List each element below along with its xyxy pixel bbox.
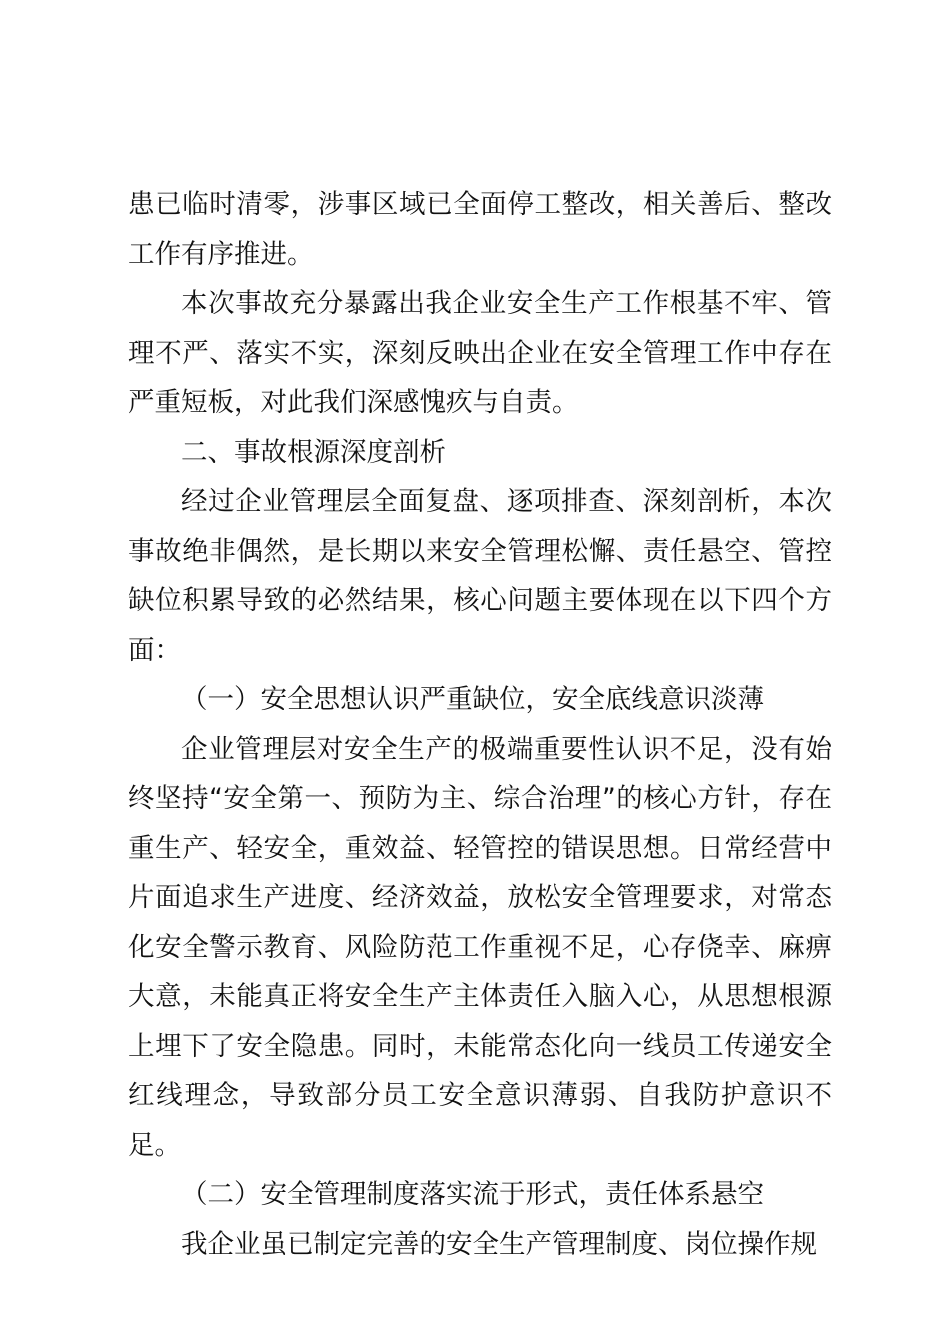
paragraph-safety-awareness: 企业管理层对安全生产的极端重要性认识不足，没有始终坚持“安全第一、预防为主、综合治理”的核心方针，存在重生产、轻安全，重效益、轻管控的错误思想。日常经营中片面追求生产进度、经济效益，放松安全管理要求，对常态化安全警示教育、风险防范工作重视不足，心存侥幸、麻痹大意，未能真正将安全生产主体责任入脑入心，从思想根源上埋下了安全隐患。同时，未能常态化向一线员工传递安全红线理念，导致部分员工安全意识薄弱、自我防护意识不足。 bbox=[128, 733, 832, 1161]
document-body bbox=[128, 180, 832, 1269]
paragraph-continuation: 患已临时清零，涉事区域已全面停工整改，相关善后、整改工作有序推进。 bbox=[128, 189, 832, 270]
paragraph-root-cause-intro: 经过企业管理层全面复盘、逐项排查、深刻剖析，本次事故绝非偶然，是长期以来安全管理松懈、责任悬空、管控缺位积累导致的必然结果，核心问题主要体现在以下四个方面： bbox=[128, 486, 832, 666]
section-heading-root-cause: 二、事故根源深度剖析 bbox=[181, 436, 446, 468]
subsection-heading-1: （一）安全思想认识严重缺位，安全底线意识淡薄 bbox=[181, 684, 764, 715]
paragraph-management-system: 我企业虽已制定完善的安全生产管理制度、岗位操作规 bbox=[181, 1228, 817, 1260]
paragraph-accident-exposure: 本次事故充分暴露出我企业安全生产工作根基不牢、管理不严、落实不实，深刻反映出企业在安全管理工作中存在严重短板，对此我们深感愧疚与自责。 bbox=[128, 288, 832, 418]
subsection-heading-2: （二）安全管理制度落实流于形式，责任体系悬空 bbox=[181, 1179, 764, 1210]
